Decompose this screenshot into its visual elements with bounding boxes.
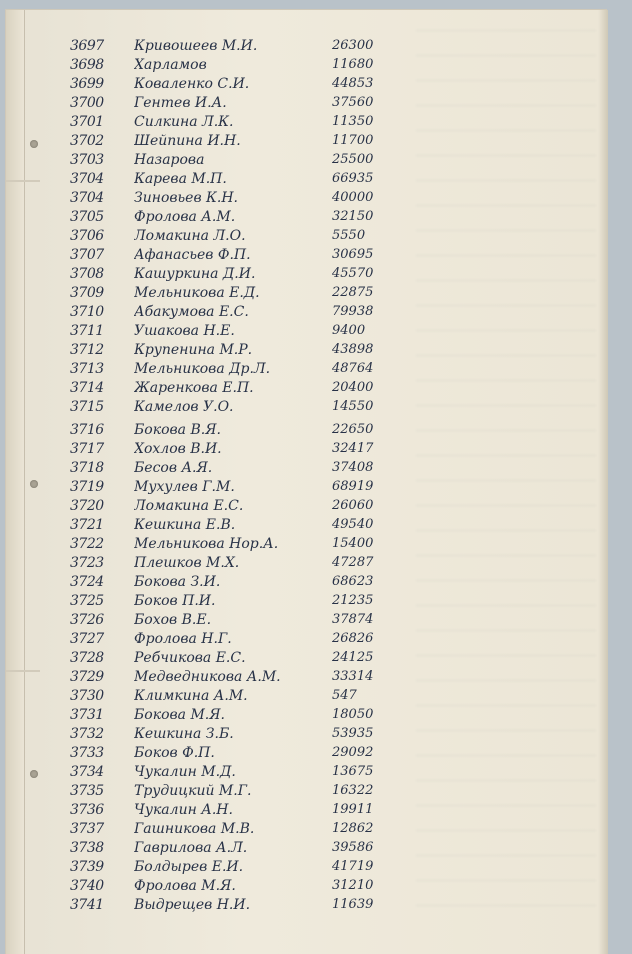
entry-name: Гентев И.А. [134,95,227,111]
entry-name: Бокова З.И. [134,574,221,590]
entry-number: 3726 [70,612,104,628]
entry-number: 3710 [70,304,104,320]
entry-number: 3738 [70,840,104,856]
entry-number: 3735 [70,783,104,799]
entry-name: Бокова В.Я. [134,422,221,438]
entry-number: 3713 [70,361,104,377]
entry-number: 3731 [70,707,104,723]
entry-number: 3718 [70,460,104,476]
entry-name: Зиновьев К.Н. [134,190,238,206]
entry-name: Бесов А.Я. [134,460,213,476]
entry-number: 3715 [70,399,104,415]
entry-amount: 26826 [332,631,374,646]
entry-amount: 33314 [332,669,374,684]
entry-name: Афанасьев Ф.П. [134,247,251,263]
entry-number: 3728 [70,650,104,666]
entry-number: 3741 [70,897,104,913]
entry-amount: 47287 [332,555,374,570]
entry-name: Выдрещев Н.И. [134,897,251,913]
entry-amount: 29092 [332,745,374,760]
entry-number: 3723 [70,555,104,571]
entry-number: 3707 [70,247,104,263]
entry-amount: 12862 [332,821,374,836]
entry-amount: 26060 [332,498,374,513]
entry-amount: 11680 [332,57,374,72]
entry-amount: 37408 [332,460,374,475]
entry-amount: 22650 [332,422,374,437]
entry-name: Ребчикова Е.С. [134,650,246,666]
entry-name: Чукалин М.Д. [134,764,236,780]
entry-name: Кашуркина Д.И. [134,266,256,282]
entry-number: 3737 [70,821,104,837]
entry-name: Фролова А.М. [134,209,236,225]
entry-name: Бохов В.Е. [134,612,212,628]
entry-amount: 18050 [332,707,374,722]
entry-amount: 14550 [332,399,374,414]
entry-number: 3720 [70,498,104,514]
entry-amount: 16322 [332,783,374,798]
entry-number: 3733 [70,745,104,761]
entry-name: Мельникова Е.Д. [134,285,260,301]
entry-amount: 48764 [332,361,374,376]
entry-name: Бокова М.Я. [134,707,225,723]
entry-number: 3736 [70,802,104,818]
entry-number: 3702 [70,133,104,149]
entry-name: Фролова М.Я. [134,878,236,894]
entry-amount: 37560 [332,95,374,110]
entry-amount: 15400 [332,536,374,551]
entry-amount: 53935 [332,726,374,741]
entry-name: Гаврилова А.Л. [134,840,248,856]
entry-name: Мухулев Г.М. [134,479,235,495]
entry-amount: 24125 [332,650,374,665]
ledger-page [6,10,606,954]
entry-amount: 22875 [332,285,374,300]
entry-name: Коваленко С.И. [134,76,250,92]
entry-name: Климкина А.М. [134,688,248,704]
entry-name: Назарова [134,152,205,168]
entry-name: Жаренкова Е.П. [134,380,254,396]
entry-amount: 40000 [332,190,374,205]
entry-number: 3708 [70,266,104,282]
entry-name: Кешкина З.Б. [134,726,234,742]
entry-amount: 26300 [332,38,374,53]
entry-amount: 547 [332,688,357,703]
entry-number: 3701 [70,114,104,130]
entry-amount: 30695 [332,247,374,262]
entry-name: Ломакина Л.О. [134,228,246,244]
entry-name: Кривошеев М.И. [134,38,258,54]
entry-number: 3699 [70,76,104,92]
entry-name: Ушакова Н.Е. [134,323,235,339]
entry-name: Трудицкий М.Г. [134,783,252,799]
entry-name: Ломакина Е.С. [134,498,244,514]
entry-amount: 32150 [332,209,374,224]
ledger-rows [6,10,606,954]
entry-number: 3706 [70,228,104,244]
entry-number: 3721 [70,517,104,533]
entry-number: 3704 [70,171,104,187]
entry-amount: 13675 [332,764,374,779]
entry-amount: 11350 [332,114,374,129]
entry-name: Фролова Н.Г. [134,631,232,647]
entry-amount: 41719 [332,859,374,874]
entry-amount: 49540 [332,517,374,532]
entry-number: 3705 [70,209,104,225]
entry-name: Мельникова Нор.А. [134,536,279,552]
entry-number: 3698 [70,57,104,73]
entry-name: Болдырев Е.И. [134,859,244,875]
entry-name: Хохлов В.И. [134,441,222,457]
entry-number: 3714 [70,380,104,396]
entry-number: 3734 [70,764,104,780]
entry-name: Харламов [134,57,207,73]
entry-number: 3700 [70,95,104,111]
entry-amount: 20400 [332,380,374,395]
ledger-row [6,897,606,923]
entry-name: Карева М.П. [134,171,227,187]
entry-amount: 19911 [332,802,374,817]
entry-number: 3725 [70,593,104,609]
entry-number: 3739 [70,859,104,875]
entry-name: Боков Ф.П. [134,745,215,761]
entry-name: Медведникова А.М. [134,669,281,685]
entry-number: 3712 [70,342,104,358]
entry-amount: 32417 [332,441,374,456]
entry-number: 3716 [70,422,104,438]
entry-amount: 11639 [332,897,374,912]
entry-number: 3732 [70,726,104,742]
entry-amount: 11700 [332,133,374,148]
entry-amount: 21235 [332,593,374,608]
entry-name: Чукалин А.Н. [134,802,233,818]
entry-name: Кешкина Е.В. [134,517,236,533]
entry-number: 3719 [70,479,104,495]
entry-name: Шейпина И.Н. [134,133,241,149]
entry-amount: 9400 [332,323,366,338]
entry-number: 3722 [70,536,104,552]
entry-number: 3740 [70,878,104,894]
entry-number: 3724 [70,574,104,590]
entry-amount: 44853 [332,76,374,91]
entry-number: 3704 [70,190,104,206]
entry-amount: 45570 [332,266,374,281]
entry-name: Камелов У.О. [134,399,234,415]
entry-name: Абакумова Е.С. [134,304,249,320]
entry-number: 3697 [70,38,104,54]
entry-name: Плешков М.Х. [134,555,240,571]
entry-number: 3709 [70,285,104,301]
entry-amount: 66935 [332,171,374,186]
entry-name: Гашникова М.В. [134,821,255,837]
entry-amount: 39586 [332,840,374,855]
entry-amount: 79938 [332,304,374,319]
entry-name: Силкина Л.К. [134,114,234,130]
entry-amount: 68623 [332,574,374,589]
entry-amount: 68919 [332,479,374,494]
entry-name: Боков П.И. [134,593,216,609]
entry-number: 3727 [70,631,104,647]
entry-amount: 25500 [332,152,374,167]
entry-amount: 31210 [332,878,374,893]
entry-name: Крупенина М.Р. [134,342,253,358]
entry-name: Мельникова Др.Л. [134,361,271,377]
entry-number: 3711 [70,323,104,339]
entry-number: 3703 [70,152,104,168]
entry-number: 3717 [70,441,104,457]
entry-amount: 43898 [332,342,374,357]
entry-amount: 37874 [332,612,374,627]
entry-number: 3730 [70,688,104,704]
entry-amount: 5550 [332,228,366,243]
entry-number: 3729 [70,669,104,685]
